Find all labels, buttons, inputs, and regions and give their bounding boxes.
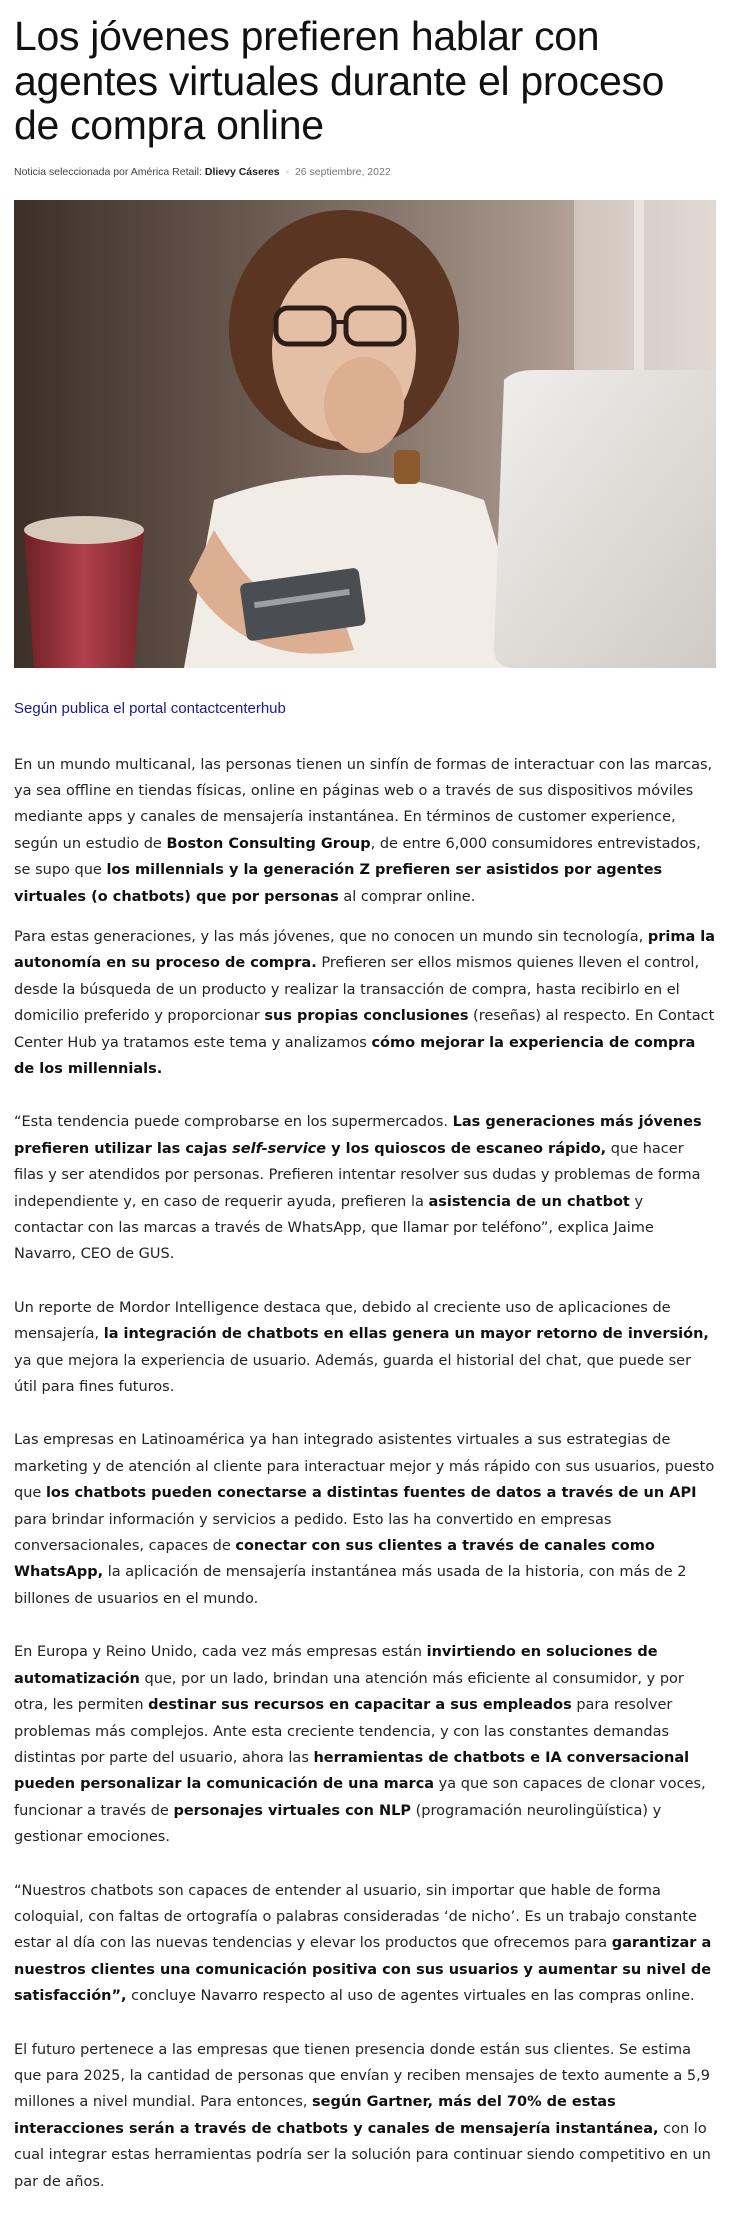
paragraph-3-segment: y los quioscos de escaneo rápido, — [326, 1140, 607, 1157]
paragraph-6-segment: invirtiendo en soluciones de automatización — [14, 1644, 658, 1687]
paragraph-6-segment: para resolver problemas más complejos. Ante esta creciente tendencia, y con las constantes demandas distintas por parte del usuario, ahora las — [14, 1697, 673, 1766]
paragraph-5-segment: para brindar información y servicios a pedido. Esto las ha convertido en empresas conversacionales, capaces de — [14, 1511, 612, 1555]
paragraph-6-segment: destinar sus recursos en capacitar a sus empleados — [148, 1697, 572, 1714]
byline-separator: - — [285, 165, 290, 178]
paragraph-1-segment: , de entre 6,000 consumidores entrevistados, se supo que — [14, 835, 701, 879]
paragraph-8-segment: El futuro pertenece a las empresas que tienen presencia donde están sus clientes. Se estima que para 2025, la cantidad de personas que envían y reciben mensajes de texto aumente a 5,9 millones a nivel mundial. Para entonces, — [14, 2041, 710, 2111]
hero-illustration — [14, 200, 716, 668]
paragraph-7-segment: concluye Navarro respecto al uso de agentes virtuales en las compras online. — [126, 1988, 695, 2005]
paragraph-1-segment: En un mundo multicanal, las personas tienen un sinfín de formas de interactuar con las marcas, ya sea offline en tiendas físicas, online en páginas web o a través de sus dispositivos móviles mediante apps y canales de mensajería instantánea. En términos de customer experience, según un estudio de — [14, 756, 713, 852]
paragraph-8-segment: según Gartner, más del 70% de estas interacciones serán a través de chatbots y canales de mensajería instantánea, — [14, 2094, 659, 2137]
paragraph-3 — [14, 1109, 716, 1267]
paragraph-7-segment: garantizar a nuestros clientes una comunicación positiva con sus usuarios y aumentar su nivel de satisfacción”, — [14, 1935, 712, 2005]
paragraph-2-segment: prima la autonomía en su proceso de compra. — [14, 928, 716, 972]
paragraph-2-segment: Para estas generaciones, y las más jóvenes, que no conocen un mundo sin tecnología, — [14, 928, 648, 945]
paragraph-1-segment: los millennials y la generación Z prefieren ser asistidos por agentes virtuales (o chatbots) que por personas — [14, 862, 663, 905]
paragraph-5-segment: conectar con sus clientes a través de canales como WhatsApp, — [14, 1538, 655, 1581]
paragraph-4-segment: la integración de chatbots en ellas genera un mayor retorno de inversión, — [103, 1326, 709, 1343]
paragraph-5-segment: la aplicación de mensajería instantánea más usada de la historia, con más de 2 billones de usuarios en el mundo. — [14, 1564, 687, 1607]
paragraph-5-segment: Las empresas en Latinoamérica ya han integrado asistentes virtuales a sus estrategias de marketing y de atención al cliente para interactuar mejor y más rápido con sus usuarios, puesto que — [14, 1432, 715, 1502]
article — [14, 0, 716, 2195]
paragraph-1-segment: Boston Consulting Group — [166, 835, 371, 852]
article-title: Los jóvenes prefieren hablar con agentes virtuales durante el proceso de compra online — [14, 13, 665, 148]
paragraph-7 — [14, 1878, 716, 2010]
paragraph-7-segment: “Nuestros chatbots son capaces de entender al usuario, sin importar que hable de forma coloquial, con faltas de ortografía o palabras consideradas ‘de nicho’. Es un trabajo constante estar al día con las nuevas tendencias y elevar los productos que ofrecemos para — [14, 1882, 697, 1952]
paragraph-8 — [14, 2037, 716, 2195]
publish-date: 26 septiembre, 2022 — [294, 165, 391, 178]
byline-prefix: Noticia seleccionada por América Retail: — [14, 165, 202, 178]
paragraph-3-segment: asistencia de un chatbot — [428, 1193, 630, 1210]
paragraph-4-segment: Un reporte de Mordor Intelligence destaca que, debido al creciente uso de aplicaciones de mensajería, — [14, 1299, 671, 1343]
paragraph-3-segment: y contactar con las marcas a través de WhatsApp, que llamar por teléfono”, explica Jaime Navarro, CEO de GUS. — [14, 1193, 654, 1263]
paragraph-2-segment: Prefieren ser ellos mismos quienes lleven el control, desde la búsqueda de un producto y realizar la transacción de compra, hasta recibirlo en el domicilio preferido y proporcionar — [14, 955, 700, 1025]
hero-image — [14, 200, 716, 668]
paragraph-5-segment: los chatbots pueden conectarse a distintas fuentes de datos a través de un API — [45, 1485, 697, 1502]
paragraph-2 — [14, 924, 716, 1082]
paragraph-6-segment: (programación neurolingüística) y gestionar emociones. — [14, 1802, 662, 1846]
author-link[interactable]: Dlievy Cáseres — [204, 165, 280, 178]
paragraph-2-segment: sus propias conclusiones — [264, 1008, 469, 1025]
paragraph-3-segment: self-service — [232, 1140, 327, 1157]
paragraph-2-segment: (reseñas) al respecto. En Contact Center Hub ya tratamos este tema y analizamos — [14, 1008, 715, 1051]
paragraph-6 — [14, 1639, 716, 1850]
paragraph-4-segment: ya que mejora la experiencia de usuario. Además, guarda el historial del chat, que puede ser útil para fines futuros. — [14, 1352, 692, 1396]
paragraph-3-segment: “Esta tendencia puede comprobarse en los supermercados. — [14, 1114, 453, 1131]
source-link[interactable]: Según publica el portal contactcenterhub — [14, 699, 286, 717]
paragraph-6-segment: En Europa y Reino Unido, cada vez más empresas están — [14, 1644, 427, 1661]
paragraph-3-segment: Las generaciones más jóvenes prefieren utilizar las cajas — [14, 1114, 702, 1157]
paragraph-4 — [14, 1295, 716, 1401]
article-body — [14, 752, 716, 2196]
paragraph-2-segment: cómo mejorar la experiencia de compra de los millennials. — [14, 1034, 696, 1077]
paragraph-1 — [14, 752, 716, 910]
paragraph-5 — [14, 1427, 716, 1612]
paragraph-3-segment: que hacer filas y ser atendidos por personas. Prefieren intentar resolver sus dudas y problemas de forma independiente y, en caso de requerir ayuda, prefieren la — [14, 1140, 701, 1210]
paragraph-1-segment: al comprar online. — [338, 888, 476, 905]
paragraph-6-segment: personajes virtuales con NLP — [173, 1802, 412, 1819]
paragraph-6-segment: herramientas de chatbots e IA conversacional pueden personalizar la comunicación de una marca — [14, 1749, 690, 1793]
byline — [14, 162, 716, 182]
paragraph-6-segment: ya que son capaces de clonar voces, funcionar a través de — [14, 1776, 706, 1819]
paragraph-8-segment: con lo cual integrar estas herramientas podría ser la solución para continuar siendo competitivo en un par de años. — [14, 2120, 711, 2190]
paragraph-6-segment: que, por un lado, brindan una atención más eficiente al consumidor, y por otra, les permiten — [14, 1670, 684, 1714]
